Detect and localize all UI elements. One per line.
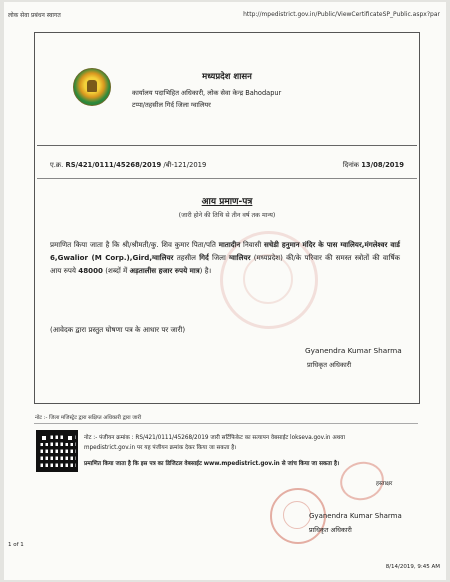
- address: सचेडी हनुमान मंदिर के पास ग्वालियर,मंगलेश्वर वार्ड 6,Gwalior (M Corp.),Gird,ग्वालियर: [50, 240, 400, 262]
- office-name: कार्यालय पदाभिहित अधिकारी, लोक सेवा केन्द्र Bahodapur: [132, 89, 282, 97]
- footer-signatory-title: प्राधिकृत अधिकारी: [309, 526, 352, 534]
- print-page-title: लोक सेवा प्रबंधन स्‍वागत: [8, 12, 61, 19]
- certificate-body: प्रमाणित किया जाता है कि श्री/श्रीमती/कु. शिव कुमार पिता/पति मातादीन निवासी सचेडी हनुमान मंदिर के पास ग्वालियर,मंगलेश्वर वार्ड 6,Gwalior (M Corp.),Gird,ग्वालियर तहसील गिर्द जिला ग्वालियर (मध्यप्रदेश) की/के परिवार की समस्त स्त्रोतों की वार्षिक आय रुपये 48000 (शब्दों में अड़तालीस हजार रुपये मात्र) है।: [50, 240, 401, 275]
- verify-line-3: प्रमाणित किया जाता है कि इस पत्र का डिजिटल वेबसाईट www.mpedistrict.gov.in से जांच किया जा सकता है।: [84, 461, 340, 467]
- print-timestamp: 8/14/2019, 9:45 AM: [385, 564, 440, 570]
- verify-line-1: नोट :- पंजीयन क्रमांक : RS/421/0111/45268/2019 जारी सर्टिफिकेट का सत्यापन वेबसाईट lokseva.gov.in अथवा: [84, 435, 345, 441]
- issue-date-line: [343, 160, 404, 169]
- printed-page: [4, 2, 446, 580]
- reference-suffix: /बी-121/2019: [163, 161, 207, 169]
- footer-note: नोट :- जिला मजिस्ट्रेट द्वारा सक्षिप्त अधिकारी द्वारा जारी: [35, 415, 142, 421]
- certificate-title: आय प्रमाण-पत्र: [201, 197, 253, 207]
- basis-note: (आवेदक द्वारा प्रस्तुत घोषणा पत्र के आधार पर जारी): [50, 325, 186, 334]
- reference-label: ए.क्र.: [50, 161, 64, 169]
- validity-note: (जारी होने की तिथि से तीन वर्ष तक मान्य): [178, 212, 276, 219]
- footer-signatory-name: Gyanendra Kumar Sharma: [309, 512, 402, 520]
- print-url: http://mpedistrict.gov.in/Public/ViewCertificateSP_Public.aspx?par: [243, 11, 440, 18]
- verify-line-2: mpedistrict.gov.in पर यह पंजीयन क्रमांक देकर किया जा सकता है।: [84, 445, 237, 451]
- page-number: 1 of 1: [8, 542, 24, 548]
- divider: [34, 423, 418, 424]
- district: ग्वालियर: [229, 253, 251, 262]
- state-heading: मध्यप्रदेश शासन: [202, 72, 252, 82]
- tehsil: गिर्द: [199, 253, 209, 262]
- tappa-line: टप्पा/तहसील गिर्द जिला ग्वालियर: [132, 101, 211, 109]
- issue-date: 13/08/2019: [361, 161, 404, 169]
- qr-code-icon: [36, 430, 78, 472]
- initials-label: हस्ताक्षर: [376, 481, 393, 487]
- holder-name: शिव कुमार: [161, 240, 190, 249]
- signatory-title: प्राधिकृत अधिकारी: [307, 361, 352, 369]
- divider: [37, 145, 417, 146]
- income-words: अड़तालीस हजार रुपये मात्र: [129, 266, 200, 275]
- father-name: मातादीन: [218, 240, 241, 249]
- date-label: दिनांक: [342, 161, 360, 169]
- signatory-name: Gyanendra Kumar Sharma: [305, 346, 402, 355]
- certificate-frame: [34, 32, 420, 404]
- divider: [37, 178, 417, 179]
- reference-line: [50, 160, 206, 169]
- reference-number: RS/421/0111/45268/2019: [65, 161, 162, 169]
- income-amount: 48000: [78, 266, 103, 275]
